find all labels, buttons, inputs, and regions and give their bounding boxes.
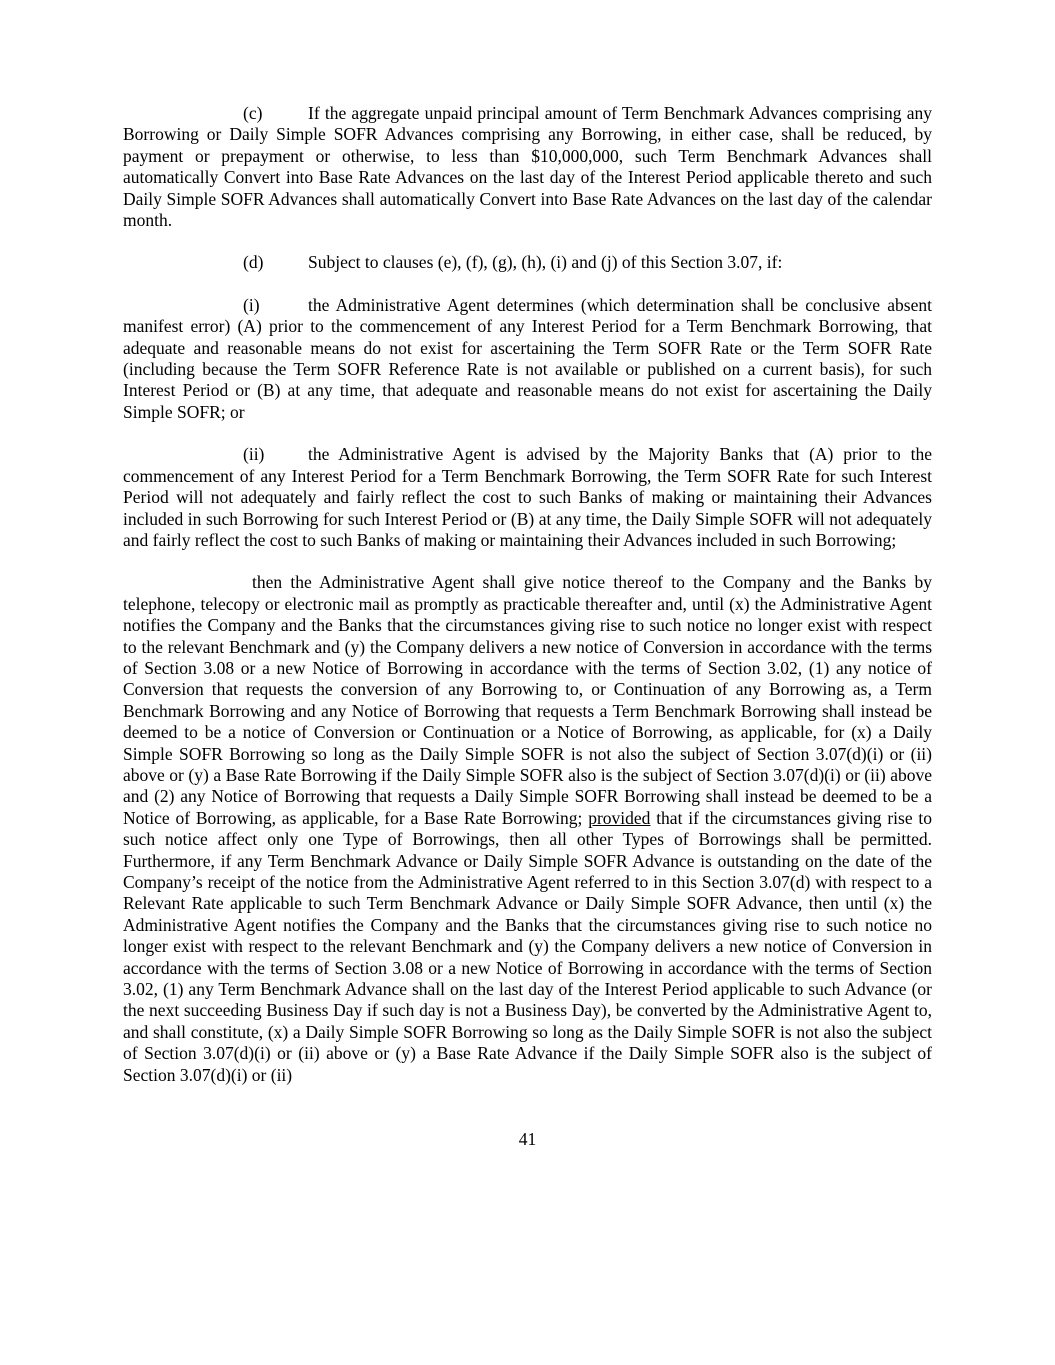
paragraph-d-i-label-box xyxy=(243,295,308,316)
closing-paragraph xyxy=(123,572,932,1086)
paragraph-d-i-text: the Administrative Agent determines (which determination shall be conclusive absent manifest error) (A) prior to the commencement of any Interest Period for a Term Benchmark Borrowing, that adequate and reasonable means do not exist for ascertaining the Term SOFR Rate or the Term SOFR Rate (including because the Term SOFR Reference Rate is not available or published on a current basis), for such Interest Period or (B) at any time, that adequate and reasonable means do not exist for ascertaining the Daily Simple SOFR; or xyxy=(123,294,932,422)
paragraph-d-label: (d) xyxy=(243,252,264,273)
paragraph-d-ii xyxy=(123,444,932,551)
paragraph-c-label-box xyxy=(243,103,308,124)
paragraph-c-text: If the aggregate unpaid principal amount of Term Benchmark Advances comprising any Borrowing or Daily Simple SOFR Advances comprising any Borrowing, in either case, shall be reduced, by payment or prepayment or otherwise, to less than $10,000,000, such Term Benchmark Advances shall automatically Convert into Base Rate Advances on the last day of the Interest Period applicable thereto and such Daily Simple SOFR Advances shall automatically Convert into Base Rate Advances on the last day of the calendar month. xyxy=(123,103,932,231)
paragraph-c xyxy=(123,103,932,231)
paragraph-d-label-box xyxy=(243,252,308,273)
paragraph-c-label: (c) xyxy=(243,103,263,123)
closing-paragraph-text-before: then the Administrative Agent shall give notice thereof to the Company and the Banks by telephone, telecopy or electronic mail as promptly as practicable thereafter and, until (x) the Administrative Agent notifies the Company and the Banks that the circumstances giving rise to such notice no longer exist with respect to the relevant Benchmark and (y) the Company delivers a new notice of Conversion in accordance with the terms of Section 3.08 or a new Notice of Borrowing in accordance with the terms of Section 3.02, (1) any notice of Conversion that requests the conversion of any Borrowing to, or Continuation of any Borrowing as, a Term Benchmark Borrowing and any Notice of Borrowing that requests a Term Benchmark Borrowing shall instead be deemed to be a notice of Conversion or Continuation or a Notice of Borrowing, as applicable, for (x) a Daily Simple SOFR Borrowing so long as the Daily Simple SOFR is not also the subject of Section 3.07(d)(i) or (ii) above or (y) a Base Rate Borrowing if the Daily Simple SOFR also is the subject of Section 3.07(d)(i) or (ii) above and (2) any Notice of Borrowing that requests a Daily Simple SOFR Borrowing shall instead be deemed to be a Notice of Borrowing, as applicable, for a Base Rate Borrowing; xyxy=(123,572,932,828)
paragraph-d-ii-label-box xyxy=(243,444,308,465)
paragraph-d-i-label: (i) xyxy=(243,294,260,315)
paragraph-d-ii-text: the Administrative Agent is advised by the Majority Banks that (A) prior to the commencement of any Interest Period for a Term Benchmark Borrowing, the Term SOFR Rate for such Interest Period will not adequately and fairly reflect the cost to such Banks of making or maintaining their Advances included in such Borrowing for such Interest Period or (B) at any time, the Daily Simple SOFR will not adequately and fairly reflect the cost to such Banks of making or maintaining their Advances included in such Borrowing; xyxy=(123,444,932,550)
paragraph-d-i xyxy=(123,295,932,423)
paragraph-d-ii-label: (ii) xyxy=(243,444,265,465)
page-number: 41 xyxy=(518,1129,537,1150)
provided-underlined-term: provided xyxy=(588,807,651,828)
paragraph-d xyxy=(123,252,932,273)
paragraph-d-text: Subject to clauses (e), (f), (g), (h), (i) and (j) of this Section 3.07, if: xyxy=(308,252,783,273)
closing-paragraph-text-after: that if the circumstances giving rise to such notice affect only one Type of Borrowings, then all other Types of Borrowings shall be permitted. Furthermore, if any Term Benchmark Advance or Daily Simple SOFR Advance is outstanding on the date of the Company’s receipt of the notice from the Administrative Agent referred to in this Section 3.07(d) with respect to a Relevant Rate applicable to such Term Benchmark Advance or Daily Simple SOFR Advance, then until (x) the Administrative Agent notifies the Company and the Banks that the circumstances giving rise to such notice no longer exist with respect to the relevant Benchmark and (y) the Company delivers a new notice of Conversion in accordance with the terms of Section 3.08 or a new Notice of Borrowing in accordance with the terms of Section 3.02, (1) any Term Benchmark Advance shall on the last day of the Interest Period applicable to such Advance (or the next succeeding Business Day if such day is not a Business Day), be converted by the Administrative Agent to, and shall constitute, (x) a Daily Simple SOFR Borrowing so long as the Daily Simple SOFR is not also the subject of Section 3.07(d)(i) or (ii) above or (y) a Base Rate Advance if the Daily Simple SOFR also is the subject of Section 3.07(d)(i) or (ii) xyxy=(123,807,933,1085)
